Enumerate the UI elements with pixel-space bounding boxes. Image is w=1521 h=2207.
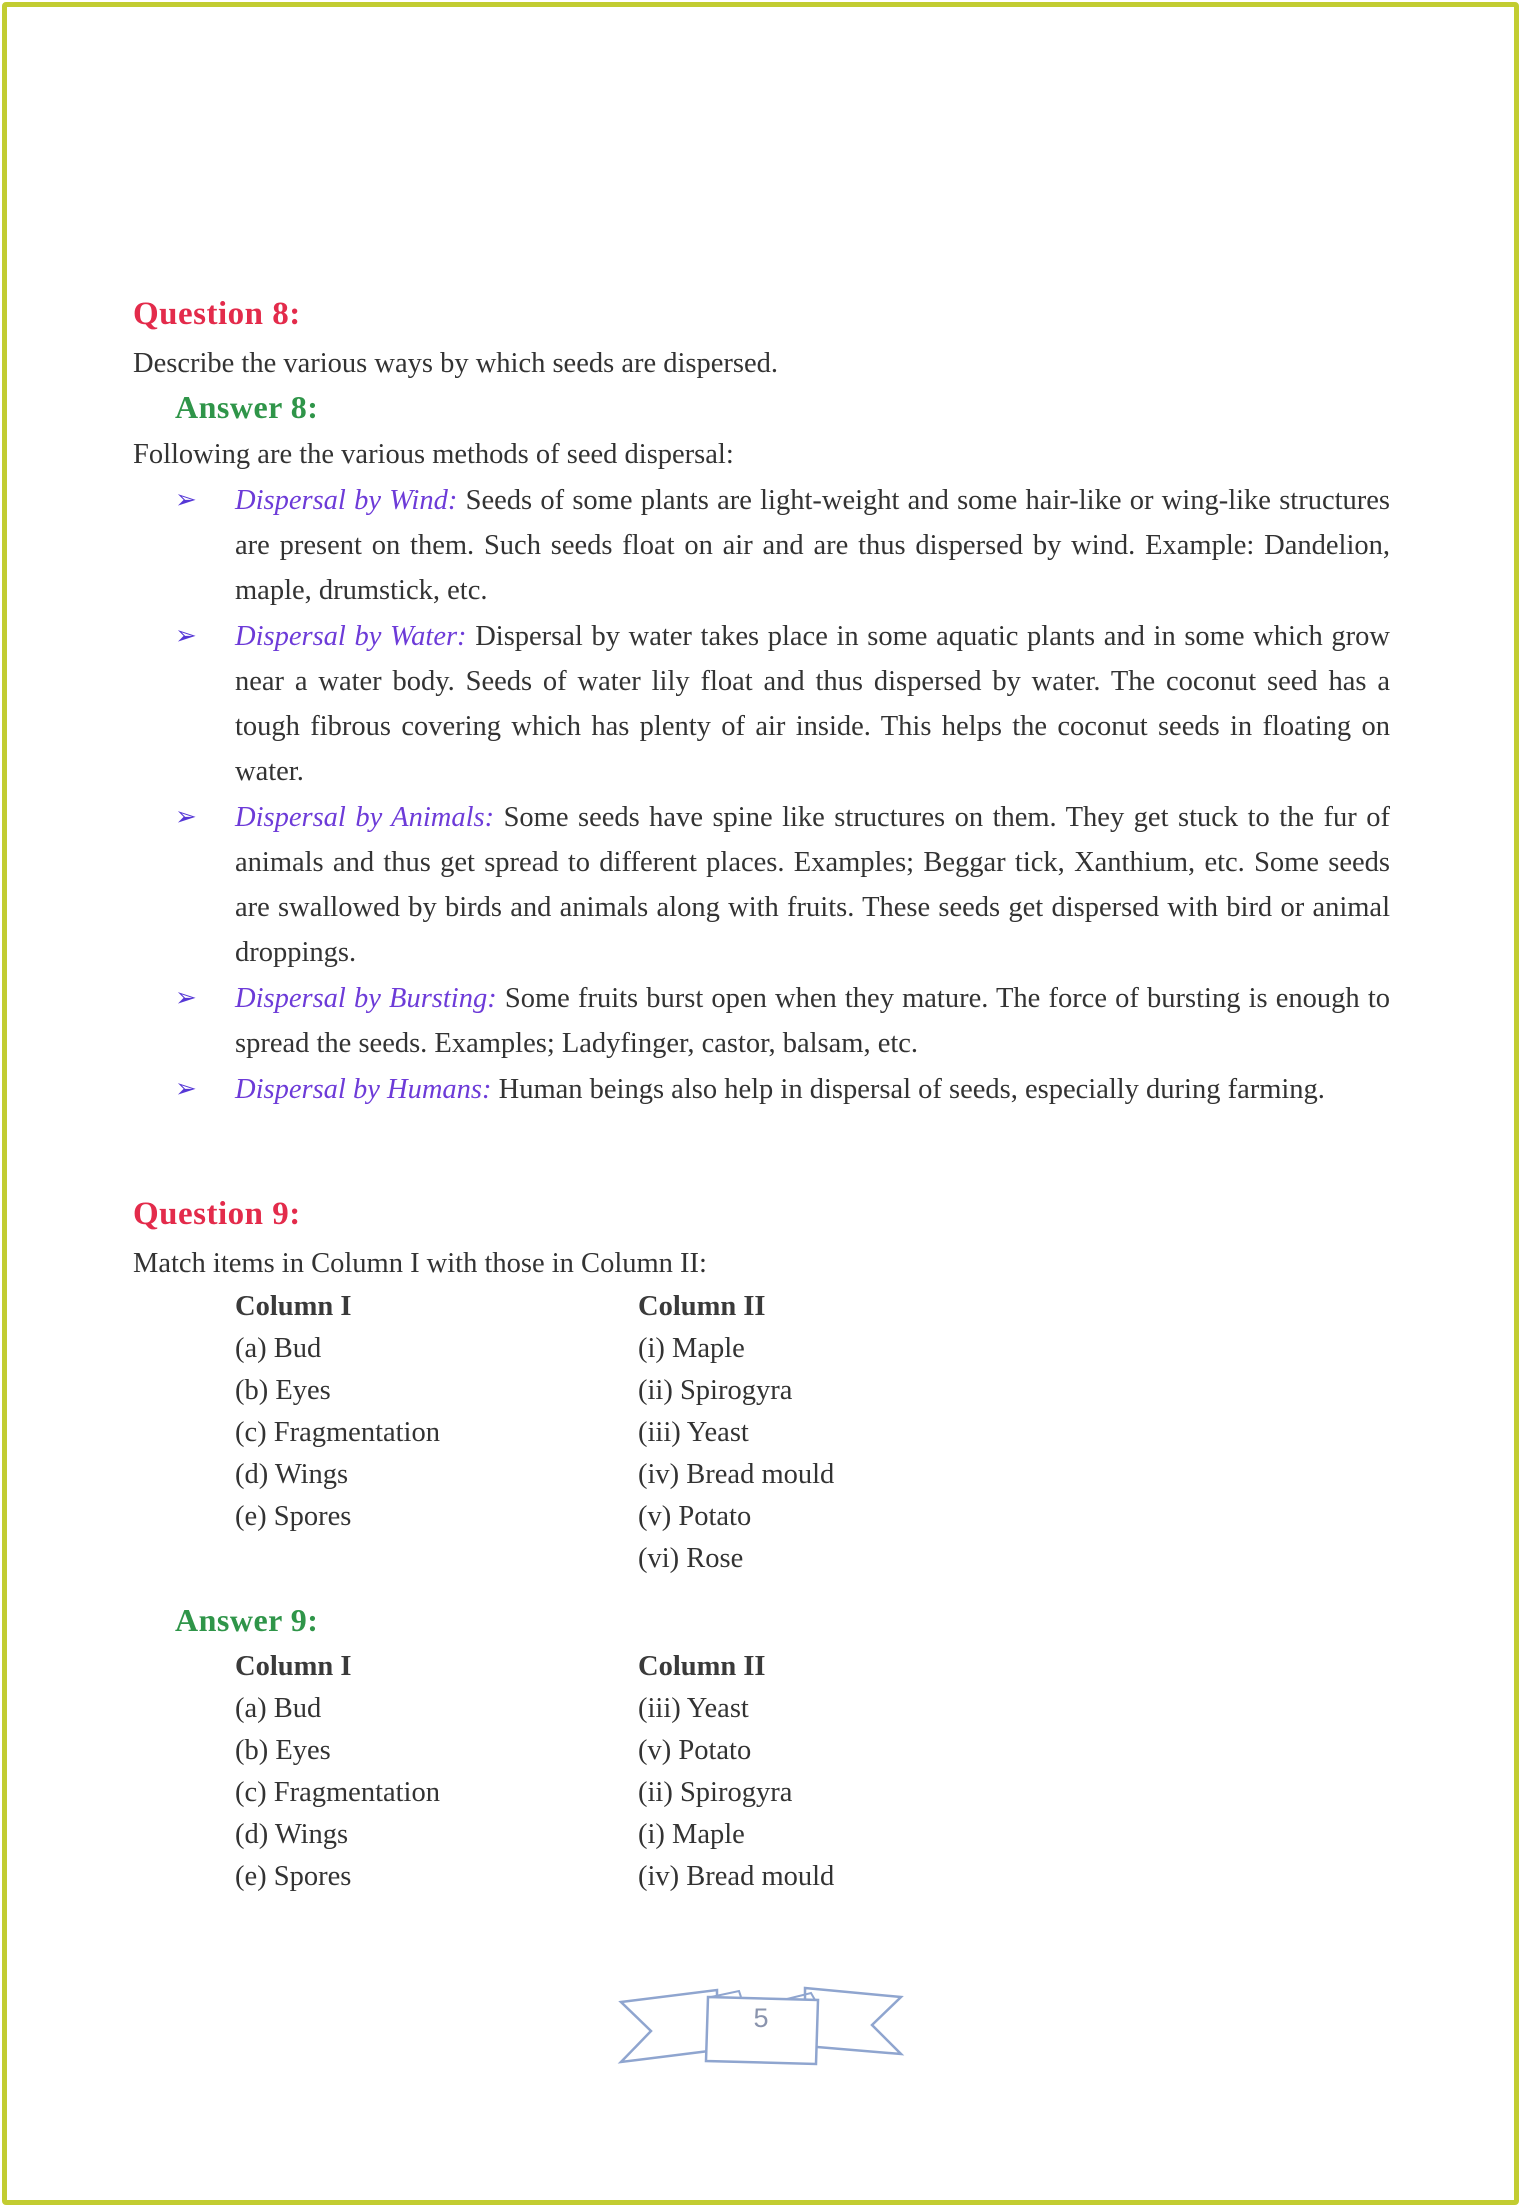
- column-2-cell: (v) Potato: [638, 1735, 752, 1766]
- list-item: [133, 1067, 1390, 1112]
- table-row: [235, 1688, 1390, 1730]
- column-2-cell: (iv) Bread mould: [638, 1861, 835, 1892]
- column-2-cell: (i) Maple: [638, 1333, 745, 1364]
- column-1-cell: (c) Fragmentation: [235, 1417, 440, 1448]
- bullet-lead-text: Dispersal by Wind:: [235, 485, 458, 516]
- column-2-header: Column II: [638, 1651, 766, 1682]
- question-9-section: [133, 1196, 1390, 1898]
- bullet-lead-text: Dispersal by Humans:: [235, 1074, 492, 1105]
- column-2-cell: (i) Maple: [638, 1819, 745, 1850]
- bullet-body-text: Seeds of some plants are light-weight and some hair-like or wing-like structures are present on them. Such seeds float on air and are thus dispersed by wind. Example: Dandelion, maple, drumstick, etc.: [235, 485, 1390, 606]
- table-row: [235, 1856, 1390, 1898]
- bullet-body-text: Human beings also help in dispersal of seeds, especially during farming.: [498, 1074, 1325, 1105]
- list-item: [133, 478, 1390, 613]
- table-row: [235, 1496, 1390, 1538]
- bullet-lead-text: Dispersal by Animals:: [235, 802, 495, 833]
- column-1-header: Column I: [235, 1291, 352, 1322]
- column-1-cell: [235, 1538, 638, 1580]
- table-row: [235, 1328, 1390, 1370]
- question-9-text: Match items in Column I with those in Column II:: [133, 1248, 707, 1279]
- column-1-cell: (e) Spores: [235, 1501, 352, 1532]
- table-header-row: [235, 1286, 1390, 1328]
- table-row: [235, 1412, 1390, 1454]
- dispersal-methods-list: [133, 478, 1390, 1112]
- question-8-text: Describe the various ways by which seeds are dispersed.: [133, 348, 779, 379]
- table-row: [235, 1772, 1390, 1814]
- question-8-section: [133, 296, 1390, 1112]
- arrow-bullet-icon: ➢: [175, 983, 197, 1013]
- arrow-bullet-icon: ➢: [175, 621, 197, 651]
- arrow-bullet-icon: ➢: [175, 485, 197, 515]
- column-1-cell: (d) Wings: [235, 1459, 349, 1490]
- list-item: [133, 614, 1390, 794]
- column-1-header: Column I: [235, 1651, 352, 1682]
- column-2-cell: (iv) Bread mould: [638, 1459, 835, 1490]
- column-1-cell: (a) Bud: [235, 1693, 322, 1724]
- question-8-heading: Question 8:: [133, 296, 301, 332]
- column-1-cell: (d) Wings: [235, 1819, 349, 1850]
- column-2-cell: (vi) Rose: [638, 1543, 744, 1574]
- answer-8-intro: Following are the various methods of seed dispersal:: [133, 439, 734, 470]
- column-1-cell: (b) Eyes: [235, 1735, 331, 1766]
- arrow-bullet-icon: ➢: [175, 1074, 197, 1104]
- list-item: [133, 976, 1390, 1066]
- question-9-heading: Question 9:: [133, 1196, 301, 1232]
- answer-9-heading: Answer 9:: [175, 1602, 319, 1638]
- bullet-body-text: Dispersal by water takes place in some aquatic plants and in some which grow near a water body. Seeds of water lily float and thus dispersed by water. The coconut seed has a tough fibrous covering which has plenty of air inside. This helps the coconut seeds in floating on water.: [235, 621, 1390, 787]
- list-item: [133, 795, 1390, 975]
- column-2-cell: (ii) Spirogyra: [638, 1777, 793, 1808]
- bullet-body-text: Some seeds have spine like structures on them. They get stuck to the fur of animals and thus get spread to different places. Examples; Beggar tick, Xanthium, etc. Some seeds are swallowed by birds and animals along with fruits. These seeds get dispersed with bird or animal droppings.: [235, 802, 1391, 968]
- arrow-bullet-icon: ➢: [175, 802, 197, 832]
- column-2-cell: (iii) Yeast: [638, 1417, 749, 1448]
- table-row: [235, 1370, 1390, 1412]
- column-2-cell: (iii) Yeast: [638, 1693, 749, 1724]
- table-row: [235, 1538, 1390, 1580]
- column-2-cell: (ii) Spirogyra: [638, 1375, 793, 1406]
- question-9-match-table: [235, 1286, 1390, 1580]
- page-number: 5: [753, 2003, 769, 2033]
- column-1-cell: (a) Bud: [235, 1333, 322, 1364]
- table-header-row: [235, 1646, 1390, 1688]
- column-1-cell: (b) Eyes: [235, 1375, 331, 1406]
- page-number-ribbon: [611, 1983, 911, 2078]
- answer-9-match-table: [235, 1646, 1390, 1898]
- table-row: [235, 1814, 1390, 1856]
- bullet-lead-text: Dispersal by Bursting:: [235, 983, 497, 1014]
- answer-8-heading: Answer 8:: [175, 389, 319, 425]
- column-2-cell: (v) Potato: [638, 1501, 752, 1532]
- table-row: [235, 1730, 1390, 1772]
- column-2-header: Column II: [638, 1291, 766, 1322]
- column-1-cell: (e) Spores: [235, 1861, 352, 1892]
- document-content: [133, 296, 1390, 1898]
- bullet-lead-text: Dispersal by Water:: [235, 621, 467, 652]
- table-row: [235, 1454, 1390, 1496]
- bullet-body-text: Some fruits burst open when they mature. The force of bursting is enough to spread the seeds. Examples; Ladyfinger, castor, balsam, etc.: [235, 983, 1390, 1059]
- column-1-cell: (c) Fragmentation: [235, 1777, 440, 1808]
